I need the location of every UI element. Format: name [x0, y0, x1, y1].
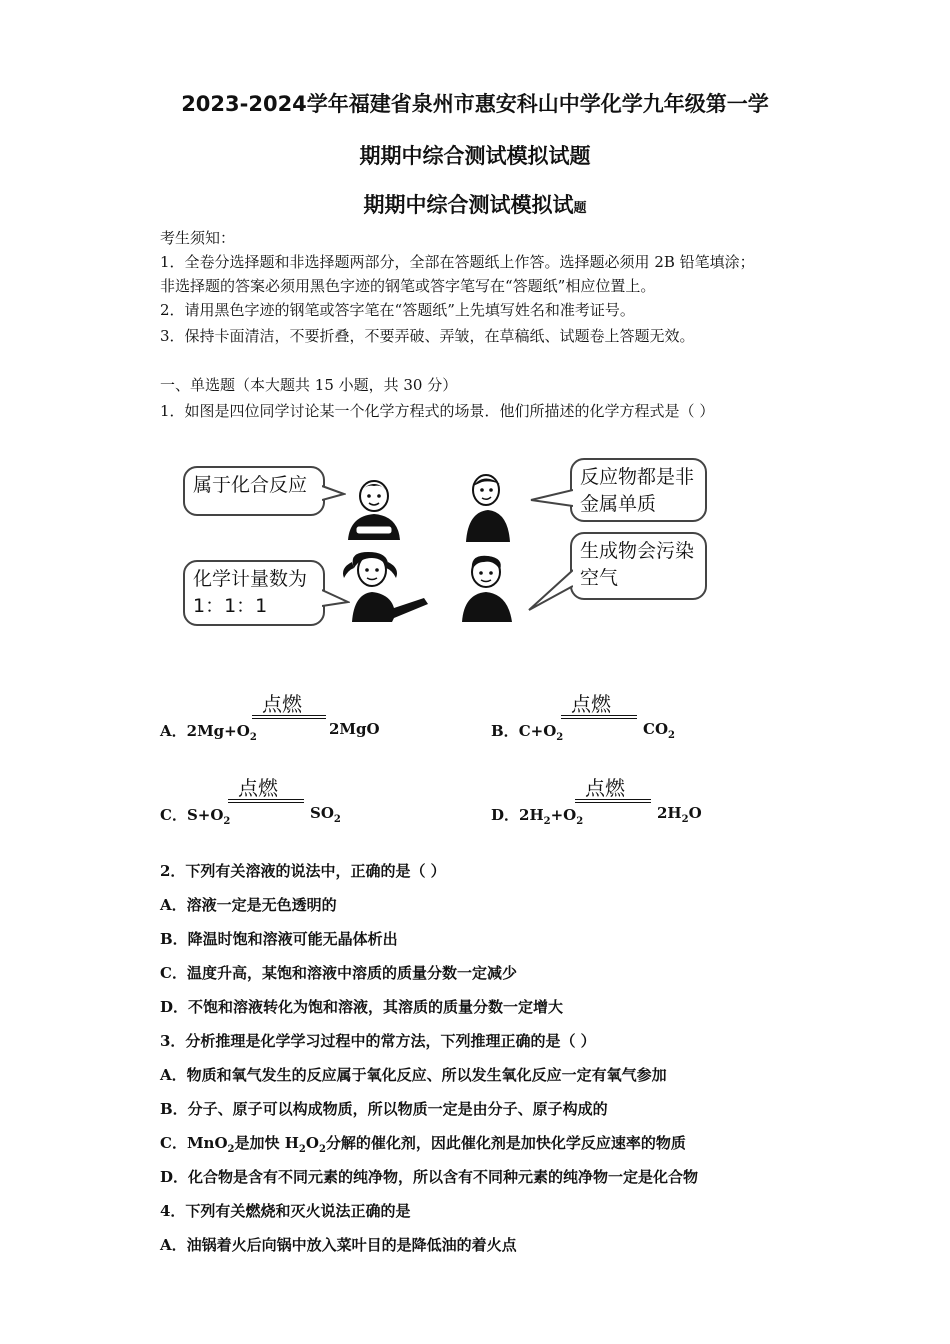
option-label: B．	[491, 722, 519, 740]
option-a[interactable]: A．物质和氧气发生的反应属于氧化反应、所以发生氧化反应一定有氧气参加	[160, 1066, 667, 1084]
option-b-product	[643, 720, 675, 741]
student-figure-icon	[456, 470, 520, 542]
subscript: 2	[223, 816, 231, 827]
equation-right: 2H	[657, 804, 682, 822]
equation-right: CO	[643, 720, 669, 738]
subscript: 2	[318, 1144, 326, 1155]
option-text: C．MnO	[160, 1134, 228, 1152]
notice-item: 非选择题的答案必须用黑色字迹的钢笔或答字笔写在“答题纸”相应位置上。	[160, 277, 656, 295]
bubble-text: 金属单质	[580, 493, 657, 515]
option-text: 是加快 H	[234, 1134, 299, 1152]
speech-bubble-top-left	[183, 466, 325, 516]
bubble-text: 反应物都是非	[580, 466, 695, 488]
bubble-text: 属于化合反应	[193, 474, 308, 496]
double-line	[252, 715, 326, 719]
option-a[interactable]	[160, 720, 257, 743]
equation-left: 2H	[519, 806, 544, 824]
option-label: C．	[160, 806, 187, 824]
section-heading: 一、单选题（本大题共 15 小题，共 30 分）	[160, 376, 458, 394]
option-text: O	[305, 1134, 319, 1152]
speech-bubble-top-right	[570, 458, 707, 522]
option-d-product	[657, 804, 702, 825]
subscript: 2	[556, 732, 564, 743]
bubble-text: 1：1：1	[193, 595, 268, 617]
speech-bubble-bottom-left	[183, 560, 325, 626]
title-line-2: 期期中综合测试模拟试题	[359, 144, 591, 168]
reaction-condition: 点燃	[571, 692, 611, 716]
double-line	[561, 715, 637, 719]
bubble-text: 空气	[580, 567, 619, 589]
equation-right: 2MgO	[329, 720, 380, 738]
subscript: 2	[543, 816, 551, 827]
question-2-stem: 2．下列有关溶液的说法中，正确的是（ ）	[160, 862, 446, 880]
student-figure-icon	[342, 476, 406, 540]
title-line-3-small: 题	[573, 201, 587, 216]
reaction-condition: 点燃	[262, 692, 302, 716]
option-c[interactable]	[160, 804, 230, 827]
option-d[interactable]	[491, 804, 583, 827]
notice-item: 1．全卷分选择题和非选择题两部分，全部在答题纸上作答。选择题必须用 2B 铅笔填涂；	[160, 253, 755, 271]
question-3-stem: 3．分析推理是化学学习过程中的常方法，下列推理正确的是（ ）	[160, 1032, 596, 1050]
option-text: 分解的催化剂，因此催化剂是加快化学反应速率的物质	[325, 1134, 686, 1152]
subscript: 2	[668, 730, 675, 741]
option-d[interactable]: D．化合物是含有不同元素的纯净物，所以含有不同种元素的纯净物一定是化合物	[160, 1168, 699, 1186]
equation-right: O	[688, 804, 702, 822]
reaction-condition: 点燃	[238, 776, 278, 800]
option-b[interactable]	[491, 720, 563, 743]
option-a[interactable]: A．溶液一定是无色透明的	[160, 896, 337, 914]
reaction-arrow	[575, 772, 655, 812]
option-c[interactable]	[160, 1133, 686, 1160]
subscript: 2	[681, 814, 689, 825]
option-b[interactable]: B．降温时饱和溶液可能无晶体析出	[160, 930, 398, 948]
bubble-tail-icon	[527, 566, 573, 612]
notice-item: 3．保持卡面清洁，不要折叠，不要弄破、弄皱，在草稿纸、试题卷上答题无效。	[160, 327, 695, 345]
subscript: 2	[333, 814, 341, 825]
student-figure-icon	[338, 548, 434, 622]
equation-left: +O	[550, 806, 577, 824]
reaction-condition: 点燃	[585, 776, 625, 800]
reaction-arrow	[252, 688, 332, 728]
subscript: 2	[298, 1144, 306, 1155]
option-c[interactable]: C．温度升高，某饱和溶液中溶质的质量分数一定减少	[160, 964, 517, 982]
reaction-arrow	[561, 688, 641, 728]
equation-left: S+O	[186, 806, 224, 824]
option-c-product	[310, 804, 341, 825]
speech-bubble-bottom-right	[570, 532, 707, 600]
option-label: A．	[160, 722, 187, 740]
option-label: D．	[491, 806, 520, 824]
subscript: 2	[249, 732, 257, 743]
subscript: 2	[227, 1144, 235, 1155]
equation-right: SO	[310, 804, 334, 822]
title-line-3-text: 期期中综合测试模拟试	[363, 193, 574, 217]
title-line-1: 2023-2024学年福建省泉州市惠安科山中学化学九年级第一学	[181, 92, 769, 116]
equation-left: 2Mg+O	[186, 722, 250, 740]
equation-left: C+O	[518, 722, 557, 740]
option-a[interactable]: A．油锅着火后向锅中放入菜叶目的是降低油的着火点	[160, 1236, 517, 1254]
option-d[interactable]: D．不饱和溶液转化为饱和溶液，其溶质的质量分数一定增大	[160, 998, 564, 1016]
reaction-arrow	[228, 772, 308, 812]
option-b[interactable]: B．分子、原子可以构成物质，所以物质一定是由分子、原子构成的	[160, 1100, 608, 1118]
double-line	[228, 799, 304, 803]
student-figure-icon	[454, 552, 520, 622]
title-line-3	[0, 189, 950, 219]
option-a-product	[329, 720, 380, 738]
notice-item: 2．请用黑色字迹的钢笔或答字笔在“答题纸”上先填写姓名和准考证号。	[160, 301, 635, 319]
question-4-stem: 4．下列有关燃烧和灭火说法正确的是	[160, 1202, 411, 1220]
bubble-tail-icon	[529, 488, 573, 510]
subscript: 2	[576, 816, 584, 827]
question-1-stem: 1．如图是四位同学讨论某一个化学方程式的场景．他们所描述的化学方程式是（ ）	[160, 402, 715, 420]
notice-heading: 考生须知：	[160, 229, 236, 247]
bubble-text: 生成物会污染	[580, 540, 695, 562]
double-line	[575, 799, 651, 803]
bubble-text: 化学计量数为	[193, 568, 308, 590]
